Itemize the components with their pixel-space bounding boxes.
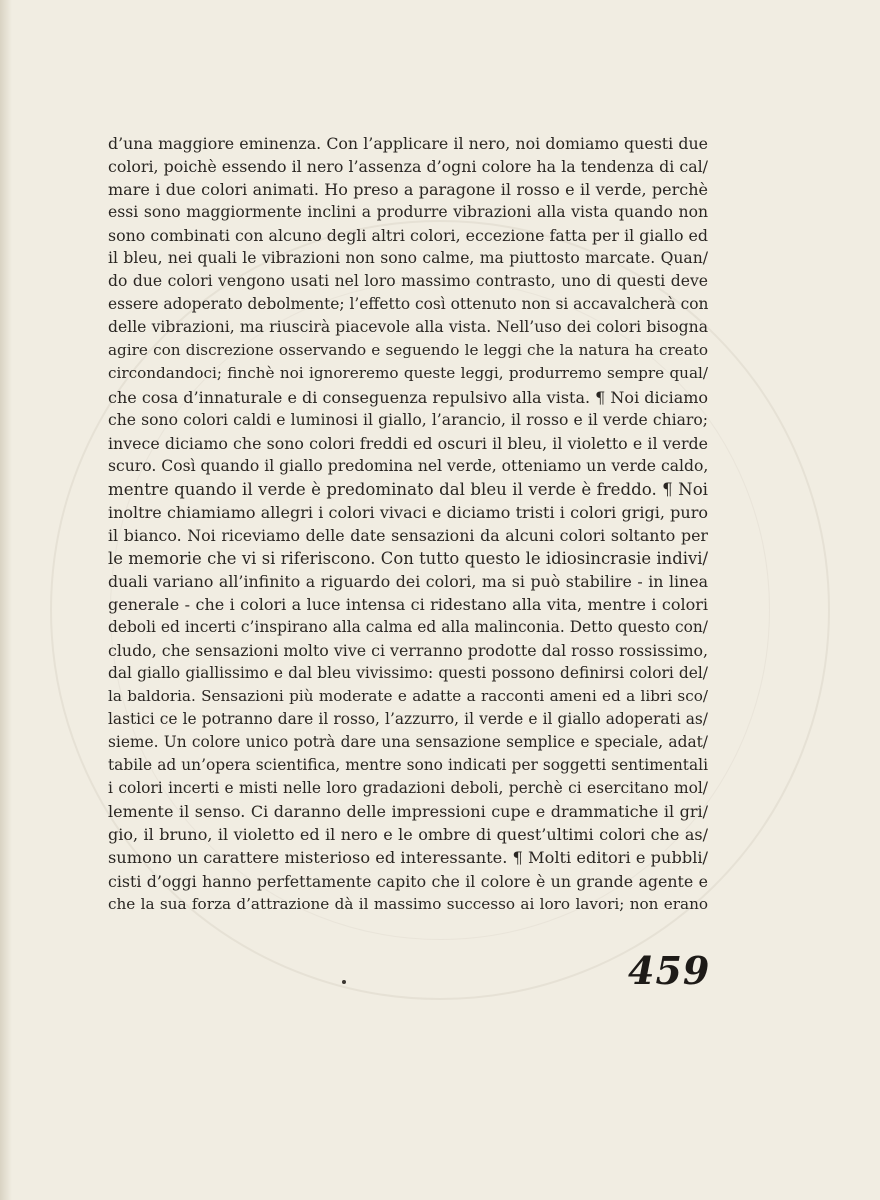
text-line: invece diciamo che sono colori freddi ed oscuri il bleu, il violetto e il verde [108,433,708,453]
text-line: mare i due colori animati. Ho preso a paragone il rosso e il verde, perchè [108,180,708,200]
text-line: i colori incerti e misti nelle loro gradazioni deboli, perchè ci esercitano mol/ [108,779,708,798]
page-number: 459 [628,948,711,993]
text-line: generale - che i colori a luce intensa ci ridestano alla vita, mentre i colori [108,594,708,614]
text-line: duali variano all’infinito a riguardo dei colori, ma si può stabilire - in linea [108,571,708,591]
text-line: la baldoria. Sensazioni più moderate e adatte a racconti ameni ed a libri sco/ [108,687,708,706]
text-line: sono combinati con alcuno degli altri colori, eccezione fatta per il giallo ed [108,226,708,246]
text-line: il bianco. Noi riceviamo delle date sensazioni da alcuni colori soltanto per [108,525,708,545]
text-line: il bleu, nei quali le vibrazioni non sono calme, ma piuttosto marcate. Quan/ [108,249,708,268]
ink-speck [342,980,346,984]
text-line: gio, il bruno, il violetto ed il nero e le ombre di quest’ultimi colori che as/ [108,825,708,845]
text-line: sumono un carattere misterioso ed interessante. ¶ Molti editori e pubbli/ [108,848,708,868]
text-line: do due colori vengono usati nel loro massimo contrasto, uno di questi deve [108,272,708,291]
text-line: scuro. Così quando il giallo predomina nel verde, otteniamo un verde caldo, [108,456,709,475]
text-line: essere adoperato debolmente; l’effetto così ottenuto non si accavalcherà con [108,295,709,314]
text-line: sieme. Un colore unico potrà dare una sensazione semplice e speciale, adat/ [108,733,708,752]
text-line: essi sono maggiormente inclini a produrre vibrazioni alla vista quando non [108,203,708,222]
text-line: le memorie che vi si riferiscono. Con tutto questo le idiosincrasie indivi/ [108,548,708,568]
text-line: tabile ad un’opera scientifica, mentre sono indicati per soggetti sentimentali [108,756,708,775]
text-line: lemente il senso. Ci daranno delle impressioni cupe e drammatiche il gri/ [108,802,708,822]
text-line: dal giallo giallissimo e dal bleu vivissimo: questi possono definirsi colori del/ [108,664,708,683]
text-line: colori, poichè essendo il nero l’assenza d’ogni colore ha la tendenza di cal/ [108,157,708,177]
text-line: inoltre chiamiamo allegri i colori vivaci e diciamo tristi i colori grigi, puro [108,502,708,522]
body-text [108,132,708,916]
text-line: mentre quando il verde è predominato dal bleu il verde è freddo. ¶ Noi [108,479,708,499]
text-line: agire con discrezione osservando e seguendo le leggi che la natura ha creato [108,341,708,360]
text-line: cisti d’oggi hanno perfettamente capito che il colore è un grande agente e [108,871,708,891]
text-line: circondandoci; finchè noi ignoreremo queste leggi, produrremo sempre qual/ [108,364,708,383]
page-edge-shadow [0,0,12,1200]
text-line: deboli ed incerti c’inspirano alla calma ed alla malinconia. Detto questo con/ [108,617,708,636]
text-line: che cosa d’innaturale e di conseguenza repulsivo alla vista. ¶ Noi diciamo [108,387,709,407]
text-line: d’una maggiore eminenza. Con l’applicare il nero, noi domiamo questi due [108,134,708,153]
text-line: delle vibrazioni, ma riuscirà piacevole alla vista. Nell’uso dei colori bisogna [108,318,708,337]
text-line: lastici ce le potranno dare il rosso, l’azzurro, il verde e il giallo adoperati as/ [108,710,708,729]
text-line: che la sua forza d’attrazione dà il massimo successo ai loro lavori; non erano [108,894,708,913]
text-line: che sono colori caldi e luminosi il giallo, l’arancio, il rosso e il verde chiaro; [108,410,708,429]
text-line: cludo, che sensazioni molto vive ci verranno prodotte dal rosso rossissimo, [108,641,709,661]
